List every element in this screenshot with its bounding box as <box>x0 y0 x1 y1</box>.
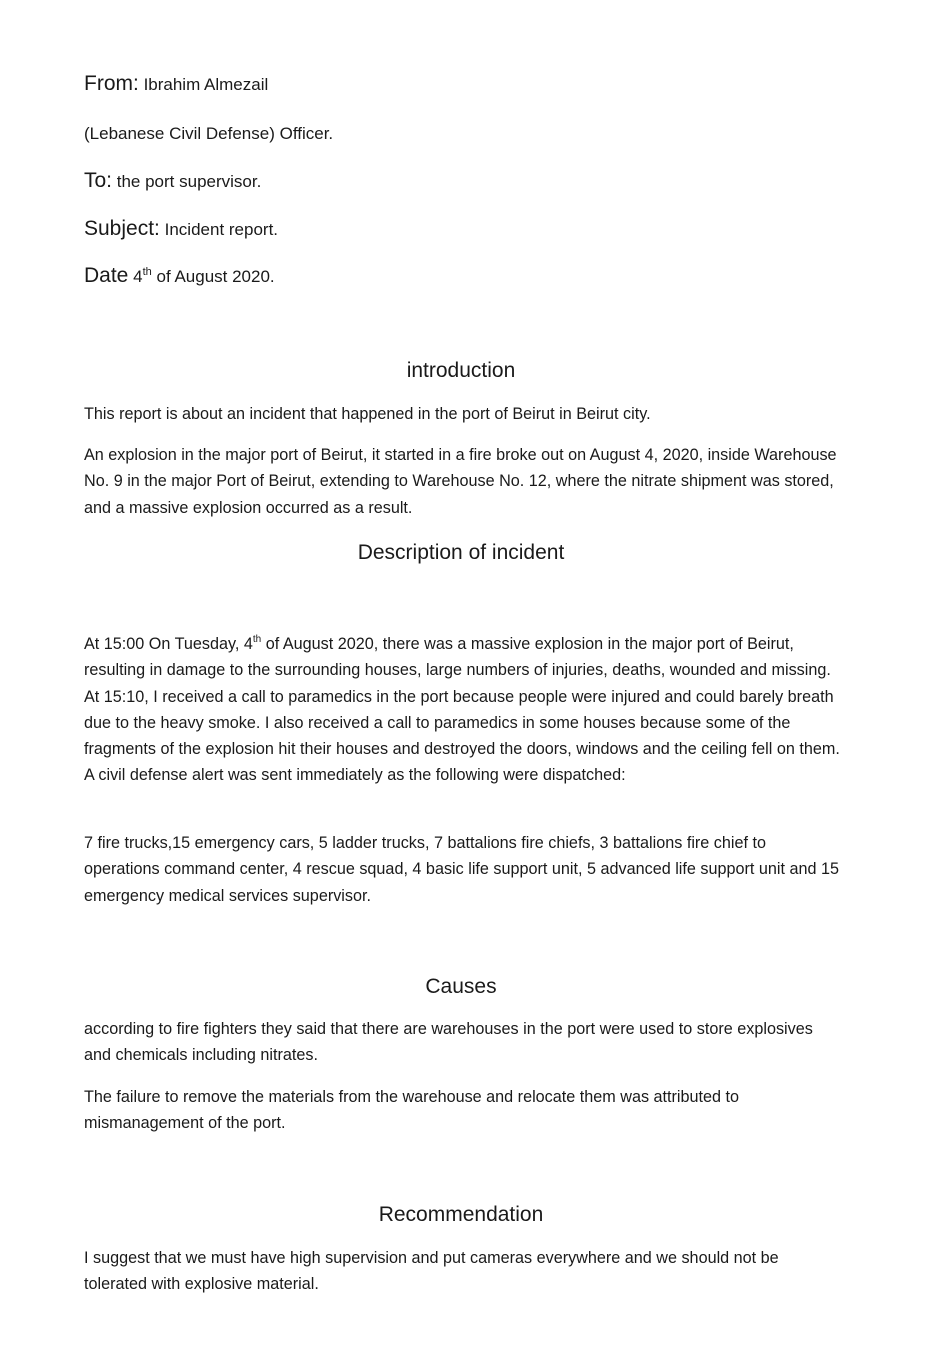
to-line <box>84 170 261 193</box>
role-value: (Lebanese Civil Defense) Officer. <box>84 124 334 143</box>
description-heading: Description of incident <box>357 541 565 564</box>
causes-paragraph-2: The failure to remove the materials from the warehouse and relocate them was attributed to mismanagement of the port. <box>84 1088 740 1133</box>
description-start: At 15:00 On Tuesday, 4 <box>84 635 253 653</box>
date-label: Date <box>84 264 129 287</box>
to-value: the port supervisor. <box>116 172 262 191</box>
subject-label: Subject: <box>84 217 160 240</box>
recommendation-heading: Recommendation <box>378 1203 544 1226</box>
description-paragraph-2: 7 fire trucks,15 emergency cars, 5 ladder trucks, 7 battalions fire chiefs, 3 battalions fire chief to operations command center, 4 rescue squad, 4 basic life support unit, 5 advanced life support unit and 15 emergency medical services supervisor. <box>84 834 839 905</box>
to-label: To: <box>84 169 113 192</box>
subject-value: Incident report. <box>164 220 279 239</box>
from-line <box>84 73 268 96</box>
from-label: From: <box>84 72 139 95</box>
introduction-paragraph-2: An explosion in the major port of Beirut, it started in a fire broke out on August 4, 2020, inside Warehouse No. 9 in the major Port of Beirut, extending to Warehouse No. 12, where the nitrate shipment was stored, and a massive explosion occurred as a result. <box>84 446 837 517</box>
date-day: 4 <box>133 267 143 286</box>
description-date-suffix: th <box>252 634 262 645</box>
from-value: Ibrahim Almezail <box>143 75 269 94</box>
date-line <box>84 265 275 288</box>
date-suffix: th <box>142 266 152 278</box>
description-rest: of August 2020, there was a massive explosion in the major port of Beirut, resulting in damage to the surrounding houses, large numbers of injuries, deaths, wounded and missing. At 15:10, I received a call to paramedics in the port because people were injured and could barely breath due to the heavy smoke. I also received a call to paramedics in some houses because some of the fragments of the explosion hit their houses and destroyed the doors, windows and the ceiling fell on them. A civil defense alert was sent immediately as the following were dispatched: <box>84 635 840 785</box>
causes-paragraph-1: according to fire fighters they said that there are warehouses in the port were used to store explosives and chemicals including nitrates. <box>84 1020 813 1065</box>
description-paragraph-1 <box>84 631 844 789</box>
introduction-heading: introduction <box>406 359 516 382</box>
recommendation-paragraph-1: I suggest that we must have high supervision and put cameras everywhere and we should not be tolerated with explosive material. <box>84 1249 779 1294</box>
role-line <box>84 123 333 145</box>
date-rest: of August 2020. <box>156 267 275 286</box>
introduction-paragraph-1: This report is about an incident that happened in the port of Beirut in Beirut city. <box>84 405 651 423</box>
subject-line <box>84 218 278 241</box>
causes-heading: Causes <box>425 975 497 998</box>
